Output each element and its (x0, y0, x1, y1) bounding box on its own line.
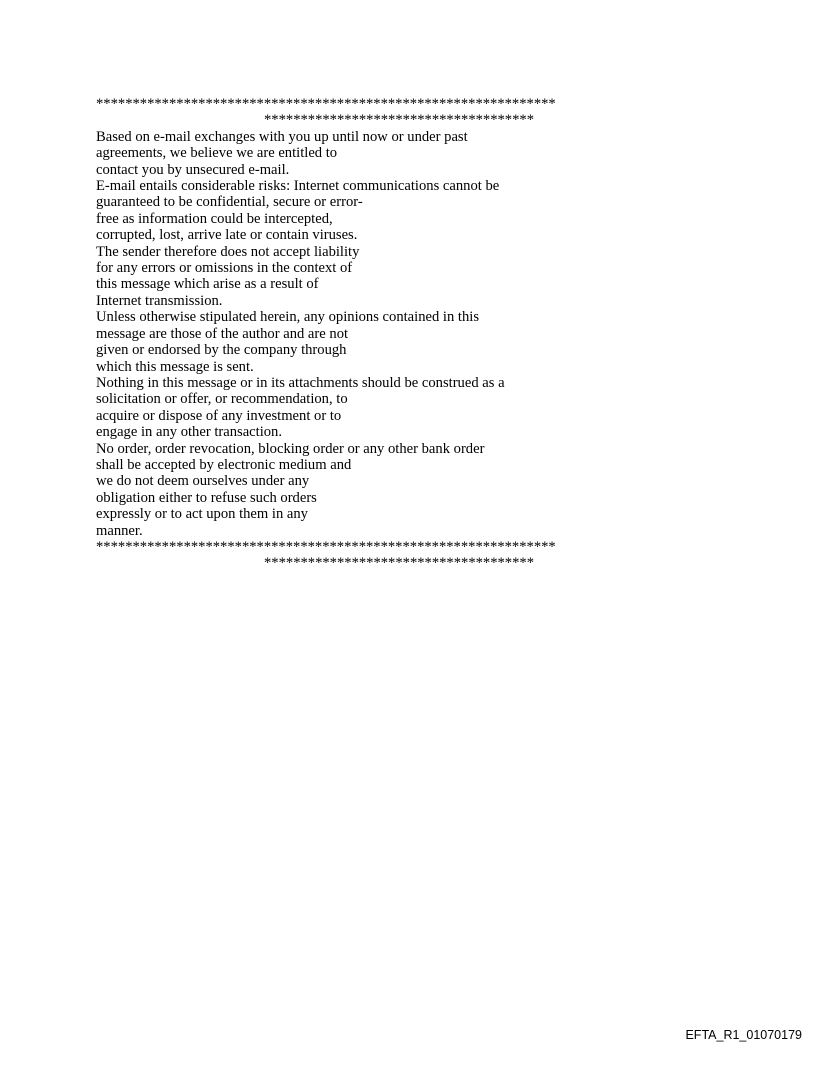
paragraph-line: free as information could be intercepted, (96, 210, 333, 227)
separator-top-line-2: ************************************* (264, 112, 534, 129)
document-id: EFTA_R1_01070179 (685, 1028, 802, 1042)
paragraph-line: we do not deem ourselves under any (96, 473, 310, 490)
paragraph-line: Nothing in this message or in its attachments should be construed as a (96, 374, 505, 391)
paragraph-line: No order, order revocation, blocking order or any other bank order (96, 440, 485, 457)
paragraph-line: manner. (96, 522, 143, 539)
disclaimer-document (96, 96, 566, 572)
paragraph-no-offer (96, 375, 566, 441)
paragraph-line: obligation either to refuse such orders (96, 489, 317, 506)
paragraph-opinions (96, 309, 566, 375)
paragraph-line: guaranteed to be confidential, secure or error- (96, 194, 363, 211)
separator-bottom-line-2: ************************************* (264, 555, 534, 572)
paragraph-line: Unless otherwise stipulated herein, any opinions contained in this (96, 309, 480, 326)
paragraph-line: contact you by unsecured e-mail. (96, 161, 290, 178)
paragraph-line: this message which arise as a result of (96, 276, 319, 293)
paragraph-line: agreements, we believe we are entitled to (96, 145, 338, 162)
paragraph-line: given or endorsed by the company through (96, 342, 347, 359)
paragraph-line: Based on e-mail exchanges with you up until now or under past (96, 128, 468, 145)
paragraph-email-exchanges (96, 129, 566, 178)
paragraph-line: corrupted, lost, arrive late or contain viruses. (96, 227, 358, 244)
paragraph-line: acquire or dispose of any investment or to (96, 407, 342, 424)
paragraph-line: Internet transmission. (96, 292, 223, 309)
paragraph-line: The sender therefore does not accept liability (96, 243, 360, 260)
separator-top-line-1: *************************************************************** (96, 96, 556, 112)
paragraph-line: shall be accepted by electronic medium and (96, 456, 352, 473)
paragraph-line: E-mail entails considerable risks: Internet communications cannot be (96, 178, 500, 195)
paragraph-line: for any errors or omissions in the context of (96, 260, 353, 277)
paragraph-line: solicitation or offer, or recommendation, to (96, 391, 348, 408)
paragraph-line: message are those of the author and are not (96, 325, 349, 342)
paragraph-line: engage in any other transaction. (96, 424, 282, 441)
paragraph-line: expressly or to act upon them in any (96, 506, 308, 523)
paragraph-email-risks (96, 178, 566, 309)
separator-bottom-line-1: *************************************************************** (96, 538, 556, 555)
paragraph-line: which this message is sent. (96, 358, 254, 375)
paragraph-no-orders (96, 441, 566, 539)
